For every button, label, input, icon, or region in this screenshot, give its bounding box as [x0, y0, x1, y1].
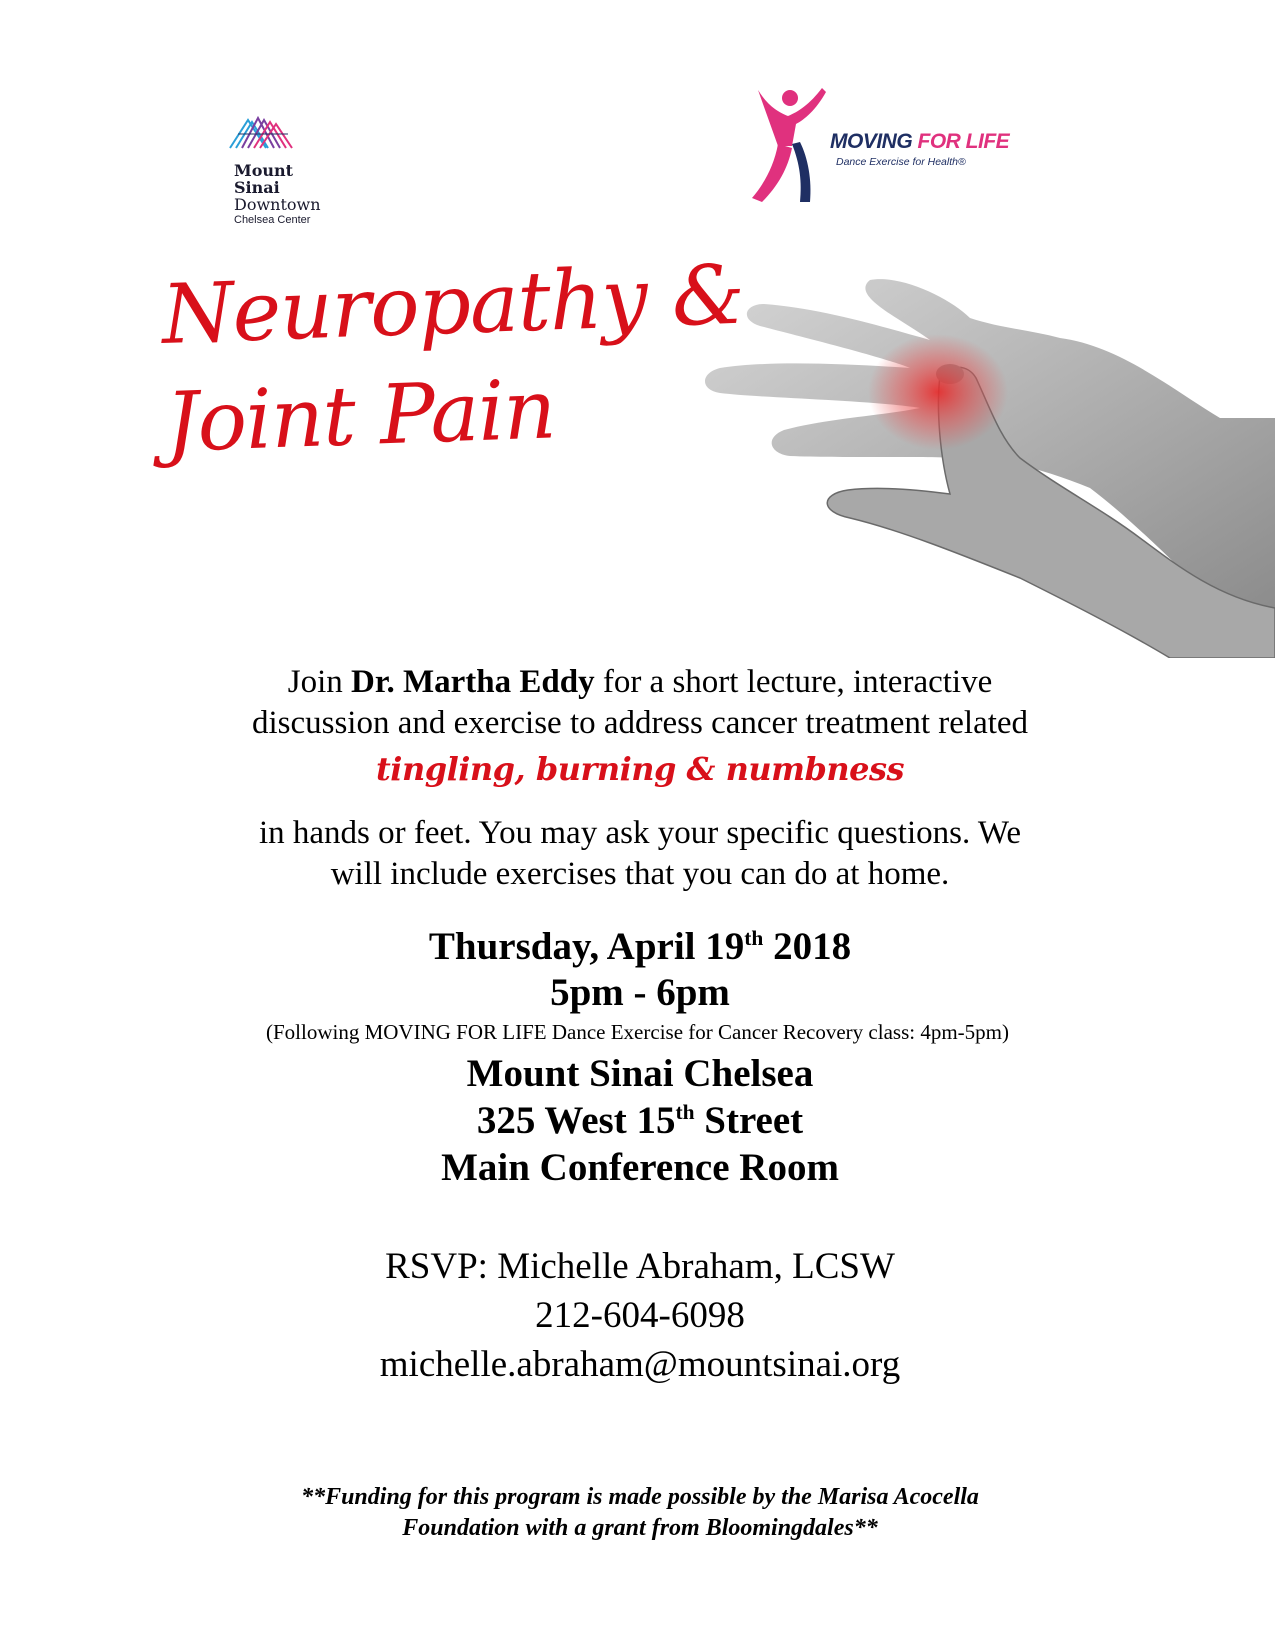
symptoms-highlight: tingling, burning & numbness: [376, 750, 904, 788]
intro-paragraph-continued: [150, 813, 1130, 895]
moving-for-life-name-part1: MOVING: [830, 130, 918, 153]
mount-sinai-mountain-icon: [228, 112, 298, 157]
moving-for-life-name: [830, 130, 1009, 154]
logo-text-sinai: Sinai: [234, 178, 280, 197]
location-street-name: Street: [694, 1099, 804, 1142]
intro-line-1: [150, 662, 1130, 703]
event-date-year: 2018: [763, 925, 852, 968]
funding-line-1: **Funding for this program is made possible by the Marisa Acocella: [301, 1484, 979, 1510]
location-name: Mount Sinai Chelsea: [466, 1052, 814, 1095]
rsvp-block: [150, 1242, 1130, 1389]
event-note: (Following MOVING FOR LIFE Dance Exercise for Cancer Recovery class: 4pm-5pm): [266, 1020, 1009, 1044]
title-line-1: Neuropathy &: [160, 247, 746, 363]
event-date-text: Thursday, April 19: [428, 925, 745, 968]
intro-line-3: in hands or feet. You may ask your specific questions. We: [258, 815, 1022, 851]
dancer-figure-icon: [748, 86, 833, 206]
intro-line-1-rest: for a short lecture, interactive: [594, 664, 993, 700]
moving-for-life-name-part2: FOR LIFE: [917, 130, 1010, 153]
event-location: [150, 1050, 1130, 1191]
intro-line-4: will include exercises that you can do at home.: [330, 856, 950, 892]
hand-pain-illustration: [700, 268, 1275, 658]
intro-paragraph: [150, 662, 1130, 744]
moving-for-life-tagline: Dance Exercise for Health®: [836, 156, 966, 168]
funding-note: [150, 1482, 1130, 1544]
intro-prefix: Join: [287, 664, 352, 700]
event-date: [150, 924, 1130, 970]
presenter-name: Dr. Martha Eddy: [351, 664, 595, 700]
funding-line-2: Foundation with a grant from Bloomingdales**: [402, 1515, 878, 1541]
intro-line-2: discussion and exercise to address cancer treatment related: [251, 705, 1029, 741]
location-street-suffix: th: [675, 1100, 695, 1124]
rsvp-contact: RSVP: Michelle Abraham, LCSW: [385, 1246, 895, 1287]
location-room: Main Conference Room: [441, 1146, 839, 1189]
mount-sinai-logo: [228, 112, 348, 242]
logo-text-downtown: Downtown: [234, 195, 321, 214]
logo-text-mount: Mount: [234, 161, 294, 180]
event-time: 5pm - 6pm: [550, 971, 730, 1014]
title-line-2: Joint Pain: [163, 362, 557, 471]
rsvp-email: michelle.abraham@mountsinai.org: [379, 1344, 901, 1385]
location-street-number: 325 West 15: [476, 1099, 676, 1142]
event-date-suffix: th: [744, 926, 764, 950]
moving-for-life-logo: [748, 86, 1008, 211]
rsvp-phone: 212-604-6098: [535, 1295, 745, 1336]
logo-text-chelsea-center: Chelsea Center: [234, 214, 311, 226]
location-street: [150, 1097, 1130, 1144]
event-datetime: [150, 924, 1130, 1016]
